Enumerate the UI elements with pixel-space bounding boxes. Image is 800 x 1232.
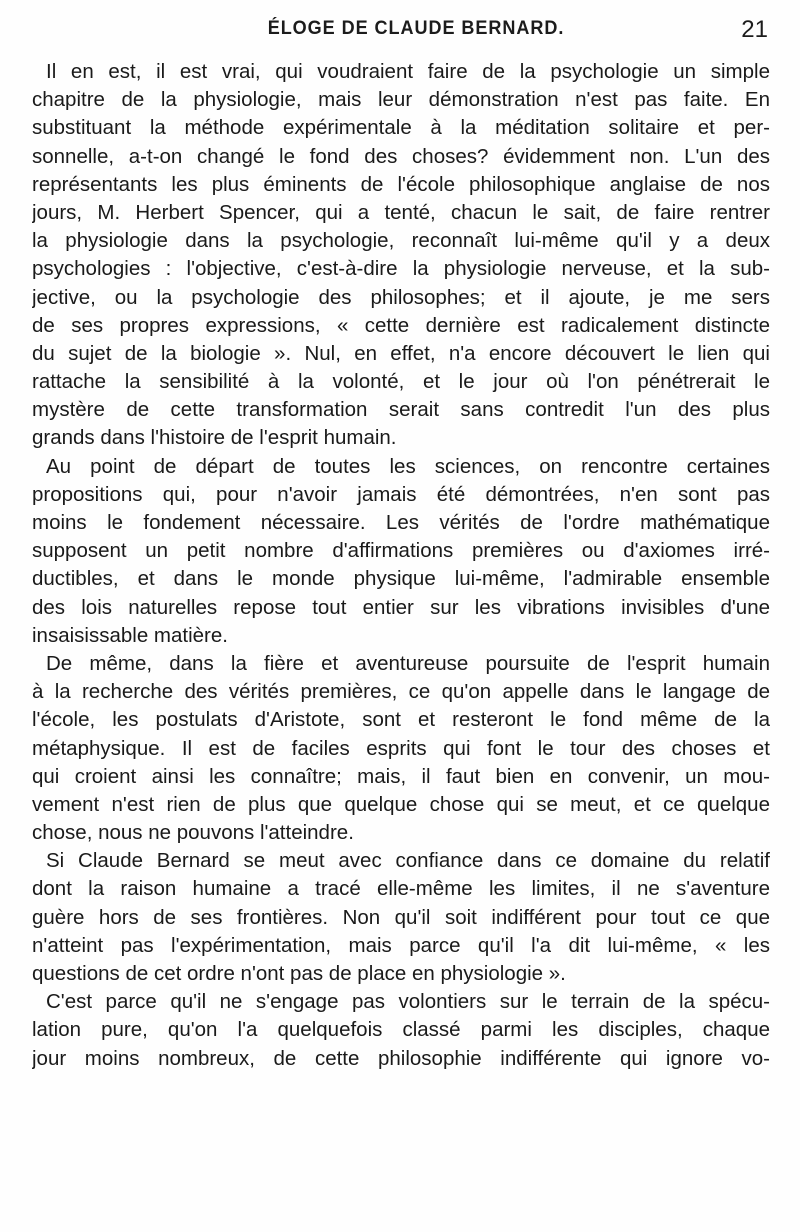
- text-line: représentants les plus éminents de l'école philosophique anglaise de nos: [32, 172, 770, 196]
- text-line: substituant la méthode expérimentale à la méditation solitaire et per-: [32, 116, 770, 140]
- text-line: propositions qui, pour n'avoir jamais été démontrées, n'en sont pas: [32, 482, 770, 506]
- text-line: la physiologie dans la psychologie, reconnaît lui-même qu'il y a deux: [32, 229, 770, 253]
- text-line: n'atteint pas l'expérimentation, mais parce qu'il l'a dit lui-même, « les: [32, 933, 770, 957]
- text-line: grands dans l'histoire de l'esprit humain.: [32, 426, 397, 450]
- text-line: supposent un petit nombre d'affirmations premières ou d'axiomes irré-: [32, 539, 770, 563]
- text-line: des lois naturelles repose tout entier sur les vibrations invisibles d'une: [32, 595, 770, 619]
- running-head-title: ÉLOGE DE CLAUDE BERNARD.: [267, 18, 565, 39]
- text-line: vement n'est rien de plus que quelque chose qui se meut, et ce quelque: [32, 792, 770, 816]
- text-line: métaphysique. Il est de faciles esprits qui font le tour des choses et: [32, 736, 770, 760]
- body-text: [32, 58, 770, 1073]
- text-line: qui croient ainsi les connaître; mais, il faut bien en convenir, un mou-: [32, 764, 770, 788]
- running-head: [62, 18, 770, 50]
- text-line: Il en est, il est vrai, qui voudraient faire de la psychologie un simple: [46, 60, 770, 83]
- text-line: chapitre de la physiologie, mais leur démonstration n'est pas faite. En: [32, 88, 770, 112]
- text-line: du sujet de la biologie ». Nul, en effet, n'a encore découvert le lien qui: [32, 341, 770, 365]
- text-line: jour moins nombreux, de cette philosophie indifférente qui ignore vo-: [32, 1046, 770, 1070]
- text-line: moins le fondement nécessaire. Les vérités de l'ordre mathématique: [32, 511, 770, 534]
- text-line: jective, ou la psychologie des philosophes; et il ajoute, je me sers: [32, 285, 770, 309]
- page-number: 21: [741, 16, 768, 43]
- text-line: De même, dans la fière et aventureuse poursuite de l'esprit humain: [46, 651, 770, 675]
- text-line: guère hors de ses frontières. Non qu'il soit indifférent pour tout ce que: [32, 905, 770, 929]
- text-line: dont la raison humaine a tracé elle-même les limites, il ne s'aventure: [32, 877, 770, 901]
- text-line: questions de cet ordre n'ont pas de place en physiologie ».: [32, 962, 566, 985]
- text-line: C'est parce qu'il ne s'engage pas volontiers sur le terrain de la spécu-: [46, 990, 770, 1014]
- text-line: psychologies : l'objective, c'est-à-dire la physiologie nerveuse, et la sub-: [32, 257, 770, 281]
- text-line: sonnelle, a-t-on changé le fond des choses? évidemment non. L'un des: [32, 144, 770, 168]
- text-line: rattache la sensibilité à la volonté, et le jour où l'on pénétrerait le: [32, 370, 770, 394]
- text-line: jours, M. Herbert Spencer, qui a tenté, chacun le sait, de faire rentrer: [32, 200, 770, 224]
- text-line: l'école, les postulats d'Aristote, sont et resteront le fond même de la: [32, 708, 770, 732]
- text-line: lation pure, qu'on l'a quelquefois classé parmi les disciples, chaque: [32, 1018, 770, 1042]
- text-line: mystère de cette transformation serait sans contredit l'un des plus: [32, 398, 770, 422]
- text-line: chose, nous ne pouvons l'atteindre.: [32, 821, 354, 845]
- text-line: Au point de départ de toutes les sciences, on rencontre certaines: [46, 454, 770, 478]
- text-line: à la recherche des vérités premières, ce qu'on appelle dans le langage de: [32, 680, 770, 704]
- text-line: Si Claude Bernard se meut avec confiance dans ce domaine du relatif: [46, 849, 770, 873]
- text-line: ductibles, et dans le monde physique lui-même, l'admirable ensemble: [32, 567, 770, 591]
- text-line: insaisissable matière.: [32, 623, 228, 647]
- text-line: de ses propres expressions, « cette dernière est radicalement distincte: [32, 313, 770, 337]
